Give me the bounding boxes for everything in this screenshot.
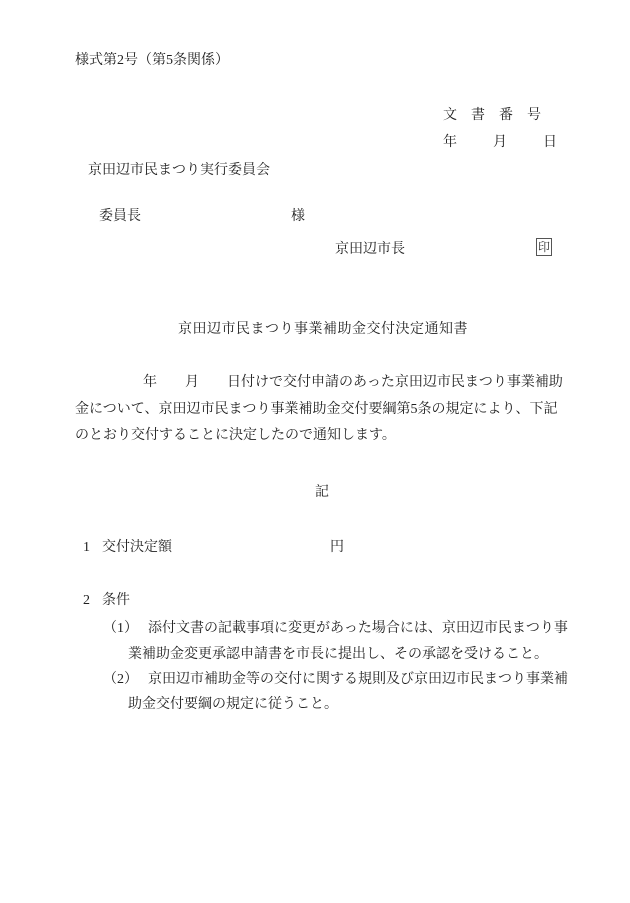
sender-title: 京田辺市長 xyxy=(335,242,405,257)
recipient-title: 委員長 xyxy=(99,208,141,224)
item-1-number: 1 xyxy=(83,540,90,555)
body-line-3: のとおり交付することに決定したので通知します。 xyxy=(75,428,396,443)
date-placeholder: 年 月 日 xyxy=(443,135,556,150)
recipient-organization: 京田辺市民まつり実行委員会 xyxy=(88,163,270,178)
seal-mark: 印 xyxy=(537,239,550,254)
amount-unit: 円 xyxy=(330,540,344,555)
body-line-2: 金について、京田辺市民まつり事業補助金交付要綱第5条の規定により、下記 xyxy=(75,402,558,417)
condition-2-text-line-2: 助金交付要綱の規定に従うこと。 xyxy=(128,697,338,712)
recipient-line xyxy=(85,192,305,242)
condition-1-number: （1） xyxy=(103,621,138,636)
item-1-label: 交付決定額 xyxy=(102,540,172,555)
condition-2-number: （2） xyxy=(103,672,138,687)
form-number: 様式第2号（第5条関係） xyxy=(75,53,229,68)
condition-1-text-line-2: 業補助金変更承認申請書を市長に提出し、その承認を受けること。 xyxy=(128,647,548,662)
document-title: 京田辺市民まつり事業補助金交付決定通知書 xyxy=(178,322,468,337)
item-2-number: 2 xyxy=(83,593,90,608)
recipient-honorific: 様 xyxy=(291,208,305,224)
body-line-1: 年 月 日付けで交付申請のあった京田辺市民まつり事業補助 xyxy=(143,375,563,390)
condition-2-text-line-1: 京田辺市補助金等の交付に関する規則及び京田辺市民まつり事業補 xyxy=(148,672,568,687)
condition-1-text-line-1: 添付文書の記載事項に変更があった場合には、京田辺市民まつり事 xyxy=(148,621,568,636)
document-number-label: 文 書 番 号 xyxy=(443,108,541,123)
item-2-label: 条件 xyxy=(102,593,130,608)
section-marker-ki: 記 xyxy=(315,485,329,500)
seal-box xyxy=(536,238,552,256)
